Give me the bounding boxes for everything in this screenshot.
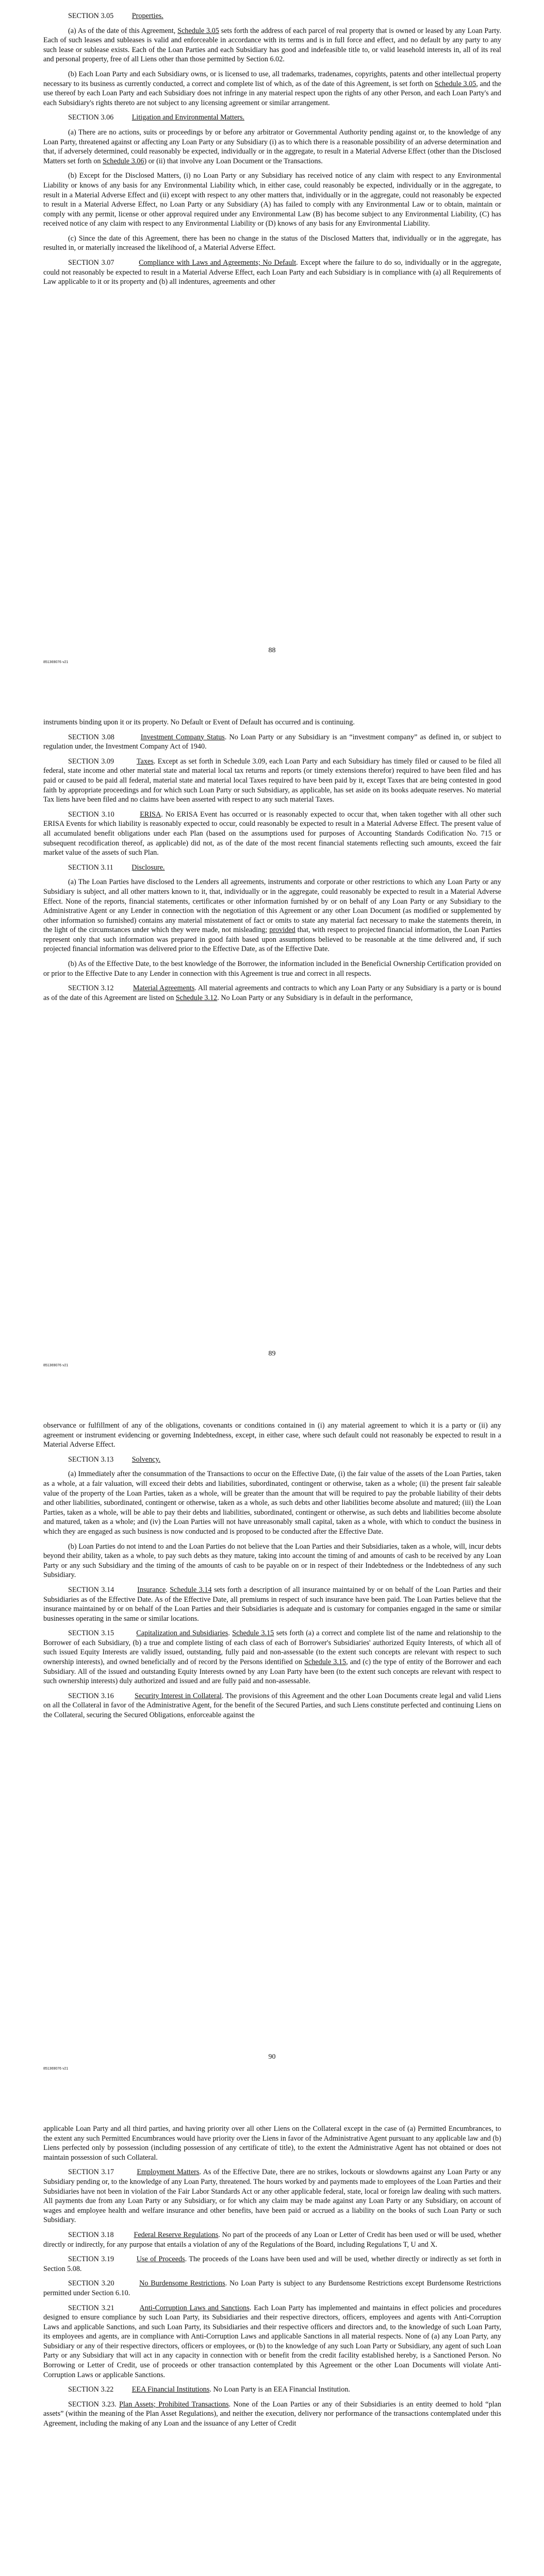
text-run: (a) As of the date of this Agreement, [68,26,178,35]
section-title: Use of Proceeds [136,2255,185,2264]
cross-reference: Schedule 3.14 [170,1585,212,1594]
section-text: . No ERISA Event has occurred or is reasonably expected to occur that, when taken together with all other such ERISA Events for which liability is reasonably expected to occur, could reasonably be expected to result in a Material Adverse Effect. The present value of all accumulated benefit obligations under each Plan (based on the assumptions used for purposes of Accounting Standards Codification No. 715 or subsequent recodification thereof, as applicable) did not, as of the date of the most recent financial statements reflecting such amounts, exceed the fair market value of the assets of such Plan. [43,810,501,857]
section-paragraph [43,2303,501,2380]
section-paragraph [43,2255,501,2274]
continuation-paragraph [43,2124,501,2162]
section-number: SECTION 3.22 [68,2385,114,2394]
page-number: 89 [268,1350,276,1358]
text-run: (a) The Loan Parties have disclosed to the Lenders all agreements, instruments and corporate or other restrictions to which any Loan Party or any Subsidiary is subject, and all other matters known to it, that, individually or in the aggregate, could reasonably be expected to result in a Material Adverse Effect. None of the reports, financial statements, certificates or other information furnished by or on behalf of any Loan Party or any Subsidiary to the Administrative Agent or any Lender in connection with the negotiation of this Agreement or any other Loan Document (as modified or supplemented by other information so furnished) contains any material misstatement of fact or omits to state any material fact necessary to make the statements therein, in the light of the circumstances under which they were made, not misleading; [43,878,501,935]
section-text: . No Loan Party is subject to any Burdensome Restrictions except Burdensome Restrictions permitted under Section 6.10. [43,2279,501,2297]
page-body [43,1421,501,1725]
text-run: (a) Immediately after the consummation of the Transactions to occur on the Effective Date, (i) the fair value of the assets of the Loan Parties, taken as a whole, at a fair valuation, will exceed their debts and liabilities, subordinated, contingent or otherwise, taken as a whole; (ii) the present fair saleable value of the property of the Loan Parties, taken as a whole, will be greater than the amount that will be required to pay the probable liability of their debts and other liabilities, subordinated, contingent or otherwise, taken as a whole, as such debts and other liabilities become absolute and matured; (iii) the Loan Parties, taken as a whole, will be able to pay their debts and liabilities, subordinated, contingent or otherwise, as such debts and liabilities become absolute and matured, taken as a whole; and (iv) the Loan Parties will not have unreasonably small capital, taken as a whole, with which to conduct the business in which they are engaged as such business is now conducted and is proposed to be conducted after the Effective Date. [43,1470,501,1536]
section-number: SECTION 3.13 [68,1455,114,1464]
section-paragraph [43,1629,501,1686]
section-number: SECTION 3.23. [68,2400,117,2409]
section-heading [43,11,501,21]
section-heading [43,863,501,873]
text-run: . All material agreements and contracts to which any Loan Party or any Subsidiary is a party or is bound as of the date of this Agreement are listed on [43,984,502,1002]
section-heading [43,113,501,123]
section-number: SECTION 3.20 [68,2279,114,2288]
continuation-paragraph [43,1421,501,1450]
document-page [0,0,544,703]
section-title: Insurance [137,1585,166,1594]
document-page [0,703,544,1406]
document-page [0,2110,544,2576]
section-title: No Burdensome Restrictions [139,2279,225,2288]
section-title: Disclosure. [131,863,165,872]
section-title: Solvency. [131,1455,161,1464]
section-title: Properties. [131,12,163,20]
subsection-paragraph [43,128,501,166]
section-title: Capitalization and Subsidiaries [136,1629,228,1638]
page-body [43,718,501,1008]
subsection-paragraph [43,1469,501,1536]
section-title: Investment Company Status [140,733,225,741]
section-paragraph [43,2385,501,2395]
section-number: SECTION 3.11 [68,863,113,872]
section-title: Taxes [136,757,154,766]
section-text: . Except as set forth in Schedule 3.09, each Loan Party and each Subsidiary has timely filed or caused to be filed all federal, state income and other material state and material local tax returns and reports (or timely extensions therefor) required to have been filed and has paid or caused to be paid all federal, material state and material local Taxes required to have been paid by it, except Taxes that are being contested in good faith by appropriate proceedings and for which such Loan Party or such Subsidiary, as applicable, has set aside on its books adequate reserves. No material Tax liens have been filed and no claims have been asserted with respect to any such material Taxes. [43,757,501,804]
text-run: sets forth a description of all insurance maintained by or on behalf of the Loan Parties and their Subsidiaries as of the Effective Date. As of the Effective Date, all premiums in respect of such insurance have been paid. The Loan Parties believe that the insurance maintained by or on behalf of the Loan Parties and their Subsidiaries is adequate and is customary for companies engaged in the same or similar businesses operating in the same or similar locations. [43,1585,502,1623]
section-text: . None of the Loan Parties or any of their Subsidiaries is an entity deemed to hold “plan assets” (within the meaning of the Plan Asset Regulations), and neither the execution, delivery nor performance of the transactions contemplated under this Agreement, including the making of any Loan and the issuance of any Letter of Credit [43,2400,501,2428]
cross-reference: Schedule 3.15 [304,1658,347,1667]
section-number: SECTION 3.05 [68,12,114,20]
section-paragraph [43,2400,501,2429]
section-title: Material Agreements [133,984,195,993]
section-text: . As of the Effective Date, there are no strikes, lockouts or slowdowns against any Loan Party or any Subsidiary pending or, to the knowledge of any Loan Party, threatened. The hours worked by and payments made to employees of the Loan Parties and their Subsidiaries have not been in violation of the Fair Labor Standards Act or any other applicable federal, state, local or foreign law dealing with such matters. All payments due from any Loan Party or any Subsidiary, or for which any claim may be made against any Loan Party or any Subsidiary, on account of wages and employee health and welfare insurance and other benefits, have been paid or accrued as a liability on the books of such Loan Party or such Subsidiary. [43,2168,501,2225]
text-run: ) or (ii) that involve any Loan Document or the Transactions. [144,157,323,165]
page-body [43,2124,501,2434]
document-code: 851369076 v21 [43,660,69,664]
section-text: . Each Loan Party has implemented and maintains in effect policies and procedures designed to ensure compliance by such Loan Party, its Subsidiaries and their respective directors, officers, employees and agents with Anti-Corruption Laws and applicable Sanctions, and such Loan Party, its Subsidiaries and their respective officers and directors and, to the knowledge of such Loan Party, its employees and agents, are in compliance with Anti-Corruption Laws and applicable Sanctions in all material respects. None of (a) any Loan Party, any Subsidiary or any of their respective directors, officers or employees, or (b) to the knowledge of any such Loan Party or Subsidiary, any agent of such Loan Party or any Subsidiary that will act in any capacity in connection with or benefit from the credit facility established hereby, is a Sanctioned Person. No Borrowing or Letter of Credit, use of proceeds or other transaction contemplated by this Agreement or the other Loan Documents will violate Anti-Corruption Laws or applicable Sanctions. [43,2303,501,2379]
subsection-paragraph [43,70,501,108]
page-body [43,11,501,292]
text-run: (b) As of the Effective Date, to the best knowledge of the Borrower, the information included in the Beneficial Ownership Certification provided on or prior to the Effective Date to any Lender in connection with this Agreement is true and correct in all respects. [43,960,501,978]
section-title: Employment Matters [137,2168,200,2177]
section-paragraph [43,757,501,805]
section-text: . The proceeds of the Loans have been used and will be used, whether directly or indirectly as set forth in Section 5.08. [43,2255,502,2273]
subsection-paragraph [43,959,501,978]
text-run: (b) Except for the Disclosed Matters, (i) no Loan Party or any Subsidiary has received notice of any claim with respect to any Environmental Liability or knows of any basis for any Environmental Liability which, in either case, could reasonably be expected, individually or in the aggregate, to result in a Material Adverse Effect and (ii) except with respect to any other matters that, individually or in the aggregate, could not reasonably be expected to result in a Material Adverse Effect, no Loan Party or any Subsidiary (A) has failed to comply with any Environmental Law or to obtain, maintain or comply with any permit, license or other approval required under any Environmental Law (B) has become subject to any Environmental Liability, (C) has received notice of any claim with respect to any Environmental Liability or (D) knows of any basis for any Environmental Liability. [43,172,501,228]
continuation-paragraph [43,718,501,727]
section-number: SECTION 3.18 [68,2230,114,2239]
subsection-paragraph [43,234,501,253]
section-number: SECTION 3.16 [68,1691,114,1700]
section-title: Litigation and Environmental Matters. [131,113,245,122]
section-text: . The provisions of this Agreement and the other Loan Documents create legal and valid Liens on all the Collateral in favor of the Administrative Agent, for the benefit of the Secured Parties, and such Liens constitute perfected and continuing Liens on the Collateral, securing the Secured Obligations, enforceable against the [43,1691,501,1720]
subsection-paragraph [43,1542,501,1580]
text-run: . No Loan Party or any Subsidiary is in default in the performance, [217,993,413,1002]
text-run: sets forth (a) a correct and complete list of the name and relationship to the Borrower of each Subsidiary, (b) a true and complete listing of each class of each of Borrower's Subsidiaries' authorized Equity Interests, of which all of such issued Equity Interests are validly issued, outstanding, fully paid and non-assessable (to the extent such concepts are relevant with respect to such ownership interests), and owned beneficially and of record by the Persons identified on [43,1629,501,1667]
document-code: 851369076 v21 [43,1364,69,1367]
section-paragraph [43,1691,501,1720]
document-page [0,1406,544,2110]
text-run: (a) There are no actions, suits or proceedings by or before any arbitrator or Governmental Authority pending against or, to the knowledge of any Loan Party, threatened against or affecting any Loan Party or any Subsidiary (i) as to which there is a reasonable possibility of an adverse determination and that, if adversely determined, could reasonably be expected, individually or in the aggregate, to result in a Material Adverse Effect (other than the Disclosed Matters set forth on [43,128,501,165]
section-number: SECTION 3.10 [68,810,114,819]
section-title: Plan Assets; Prohibited Transactions [119,2400,229,2409]
section-title: EEA Financial Institutions [131,2385,210,2394]
section-paragraph [43,2230,501,2249]
section-paragraph [43,984,501,1003]
text-run: that, with respect to projected financial information, the Loan Parties represent only that such information was prepared in good faith based upon assumptions believed to be reasonable at the time delivered and, if such projected financial information was delivered prior to the Effective Date, as of the Effective Date. [43,926,501,954]
section-paragraph [43,2279,501,2298]
cross-reference: provided [269,926,295,935]
section-title: Federal Reserve Regulations [134,2230,219,2239]
section-number: SECTION 3.21 [68,2303,114,2312]
cross-reference: Schedule 3.12 [175,993,218,1002]
section-paragraph [43,810,501,858]
text-run: (b) Each Loan Party and each Subsidiary owns, or is licensed to use, all trademarks, tradenames, copyrights, patents and other intellectual property necessary to its business as currently conducted, a correct and complete list of which, as of the date of this Agreement, is set forth on [43,70,501,88]
section-text: . No part of the proceeds of any Loan or Letter of Credit has been used or will be used, whether directly or indirectly, for any purpose that entails a violation of any of the Regulations of the Board, including Regulations T, U and X. [43,2230,502,2249]
section-number: SECTION 3.07 [68,259,114,267]
section-number: SECTION 3.08 [68,733,114,741]
text-run: applicable Loan Party and all third parties, and having priority over all other Liens on the Collateral except in the case of (a) Permitted Encumbrances, to the extent any such Permitted Encumbrances would have priority over the Liens in favor of the Administrative Agent pursuant to any applicable law and (b) Liens perfected only by possession (including possession of any certificate of title), to the extent the Administrative Agent has not obtained or does not maintain possession of such Collateral. [43,2125,501,2162]
section-number: SECTION 3.12 [68,984,114,993]
section-title: Anti-Corruption Laws and Sanctions [139,2303,250,2312]
text-run: . [166,1585,170,1594]
text-run: observance or fulfillment of any of the obligations, covenants or conditions contained in (i) any material agreement to which it is a party or (ii) any agreement or instrument evidencing or governing Indebtedness, except, in either case, where such default could not reasonably be expected to result in a Material Adverse Effect. [43,1421,501,1449]
section-number: SECTION 3.17 [68,2168,114,2177]
page-number: 90 [268,2053,276,2061]
section-heading [43,1455,501,1465]
section-number: SECTION 3.15 [68,1629,114,1638]
cross-reference: Schedule 3.05 [434,79,476,88]
text-run: , and (c) the type of entity of the Borrower and each Subsidiary. All of the issued and outstanding Equity Interests owned by any Loan Party have been (to the extent such concepts are relevant with respect to such ownership interests) duly authorized and issued and are fully paid and non-assessable. [43,1658,501,1686]
section-paragraph [43,2167,501,2225]
subsection-paragraph [43,26,501,64]
section-text: . No Loan Party or any Subsidiary is an “investment company” as defined in, or subject to regulation under, the Investment Company Act of 1940. [43,733,501,751]
section-text: . Except where the failure to do so, individually or in the aggregate, could not reasonably be expected to result in a Material Adverse Effect, each Loan Party and each Subsidiary is in compliance with (a) all Requirements of Law applicable to it or its property and (b) all indentures, agreements and other [43,259,502,286]
section-text: . No Loan Party is an EEA Financial Institution. [209,2385,350,2394]
section-number: SECTION 3.19 [68,2255,114,2264]
section-title: Compliance with Laws and Agreements; No Default [139,259,296,267]
section-paragraph [43,1585,501,1623]
text-run: (c) Since the date of this Agreement, there has been no change in the status of the Disclosed Matters that, individually or in the aggregate, has resulted in, or materially increased the likelihood of, a Material Adverse Effect. [43,234,501,252]
section-paragraph [43,733,501,752]
section-title: Security Interest in Collateral [135,1691,222,1700]
text-run: sets forth the address of each parcel of real property that is owned or leased by any Loan Party. Each of such leases and subleases is valid and enforceable in accordance with its terms and is in full force and effect, and no default by any party to any such lease or sublease exists. Each of the Loan Parties and each Subsidiary has good and indefeasible title to, or valid leasehold interests in, all of its real and personal property, free of all Liens other than those permitted by Section 6.02. [43,26,501,64]
section-number: SECTION 3.06 [68,113,114,122]
text-run: . [228,1629,233,1638]
section-title: ERISA [140,810,161,819]
cross-reference: Schedule 3.06 [103,157,144,165]
cross-reference: Schedule 3.05 [177,26,219,35]
section-number: SECTION 3.09 [68,757,114,766]
text-run: , and the use thereof by each Loan Party and each Subsidiary does not infringe in any material respect upon the rights of any other Person, and each Loan Party's and each Subsidiary's rights thereto are not subject to any licensing agreement or similar arrangement. [43,79,501,107]
section-paragraph [43,258,501,287]
page-number: 88 [268,647,276,654]
cross-reference: Schedule 3.15 [232,1629,274,1638]
section-number: SECTION 3.14 [68,1585,114,1594]
subsection-paragraph [43,877,501,954]
subsection-paragraph [43,171,501,229]
document-code: 851369076 v21 [43,2067,69,2071]
text-run: (b) Loan Parties do not intend to and the Loan Parties do not believe that the Loan Parties and their Subsidiaries, taken as a whole, will, incur debts beyond their ability, taken as a whole, to pay such debts as they mature, taking into account the timing of and amounts of cash to be received by any Loan Party or any such Subsidiary and the timing of the amounts of cash to be payable on or in respect of their Indebtedness or the Indebtedness of any such Subsidiary. [43,1542,501,1580]
text-run: instruments binding upon it or its property. No Default or Event of Default has occurred and is continuing. [43,718,355,726]
